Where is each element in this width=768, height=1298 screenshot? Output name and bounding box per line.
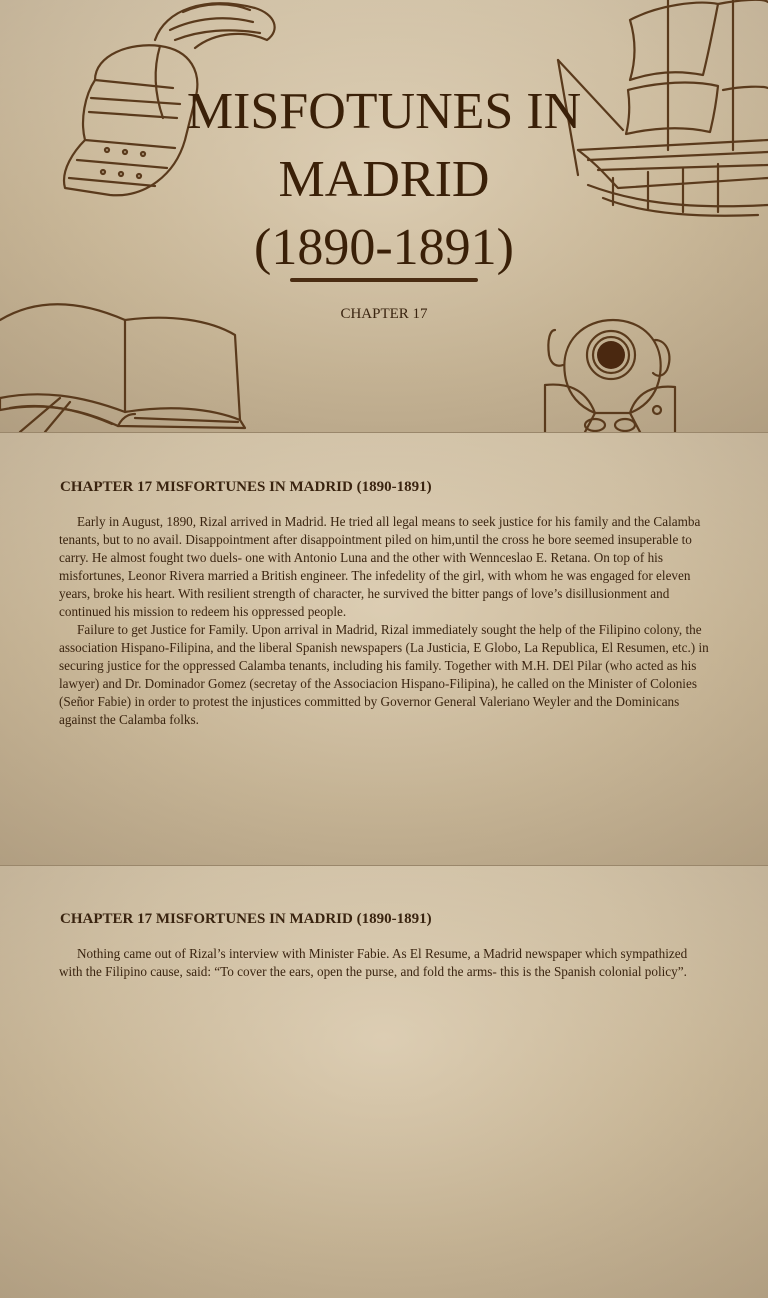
slide-body	[59, 513, 709, 729]
title-line-3: (1890-1891)	[254, 219, 514, 276]
slide-heading: CHAPTER 17 MISFORTUNES IN MADRID (1890-1891)	[60, 479, 432, 495]
slide-heading: CHAPTER 17 MISFORTUNES IN MADRID (1890-1891)	[60, 911, 432, 927]
title-line-2: MADRID	[278, 151, 490, 208]
page-title	[0, 78, 768, 282]
title-slide	[0, 0, 768, 432]
paragraph-2: Failure to get Justice for Family. Upon arrival in Madrid, Rizal immediately sought the help of the Filipino colony, the association Hispano-Filipina, and the liberal Spanish newspapers (La Justicia, E Globo, La Republica, El Resumen, etc.) in securing justice for the oppressed Calamba tenants, including his family. Together with M.H. DEl Pilar (who acted as his lawyer) and Dr. Dominador Gomez (secretay of the Associacion Hispano-Filipina), he called on the Minister of Colonies (Señor Fabie) in order to protest the injustices committed by Governor General Valeriano Weyler and the Dominicans against the Calamba folks.	[59, 622, 709, 727]
content-slide-1	[0, 433, 768, 865]
diving-helmet-icon	[535, 315, 680, 432]
title-underline	[290, 278, 478, 282]
title-line-1: MISFOTUNES IN	[186, 83, 582, 140]
open-book-icon	[0, 290, 250, 432]
paragraph-1: Early in August, 1890, Rizal arrived in Madrid. He tried all legal means to seek justice for his family and the Calamba tenants, but to no avail. Disappointment after disappointment piled on him,until the cross he bore seemed insuperable to carry. He almost fought two duels- one with Antonio Luna and the other with Wennceslao E. Retana. On top of his misfortunes, Leonor Rivera married a British engineer. The infedelity of the girl, with whom he was engaged for eleven years, broke his heart. With resilient strength of character, he survived the bitter pangs of love’s disillusionment and continued his mission to redeem his oppressed people.	[59, 514, 701, 619]
content-slide-2	[0, 866, 768, 1298]
paragraph-1: Nothing came out of Rizal’s interview with Minister Fabie. As El Resume, a Madrid newspaper which sympathized with the Filipino cause, said: “To cover the ears, open the purse, and fold the arms- this is the Spanish colonial policy”.	[59, 946, 688, 979]
slide-body	[59, 945, 709, 981]
chapter-subtitle: CHAPTER 17	[340, 306, 428, 322]
